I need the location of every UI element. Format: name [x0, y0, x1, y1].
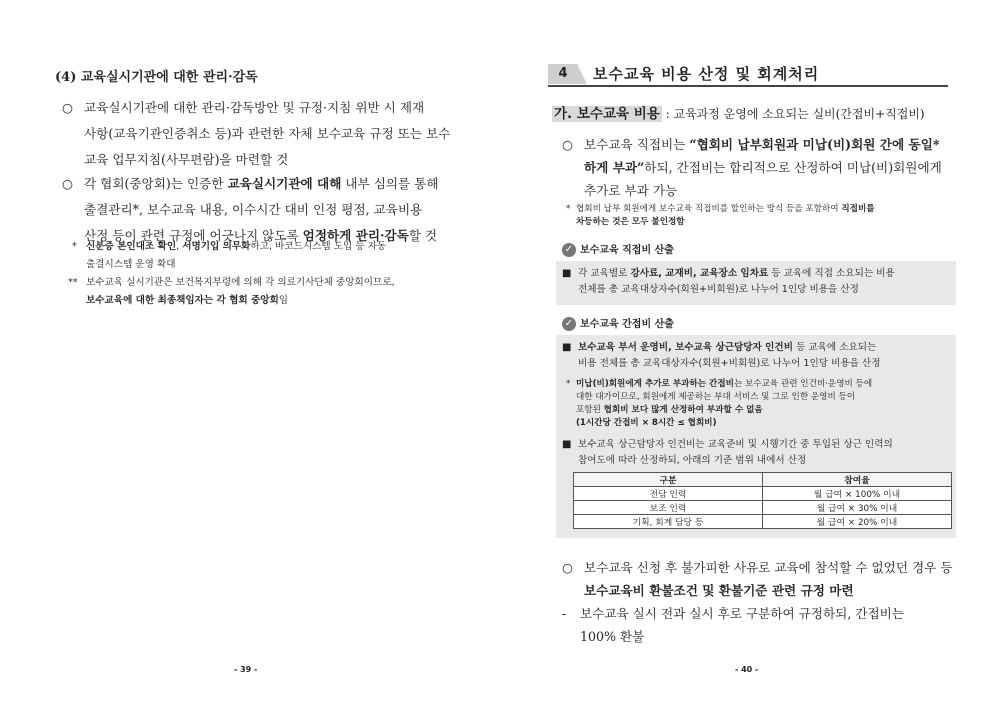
table-header-rate: 참여율: [763, 473, 952, 487]
left-footnote-1-line-1: 신분증 본인대조 확인, 서명기입 의무화하고, 바코드시스템 도입 등 자동: [86, 241, 387, 252]
table-cell: 전담 인력: [574, 487, 763, 501]
check-circle-icon: ✓: [562, 243, 576, 257]
square-bullet: ■: [562, 342, 572, 353]
indirect-cost-note-line-3: 포함된 협회비 보다 많게 산정하여 부과할 수 없음: [576, 405, 763, 415]
staff-participation-table: [573, 472, 952, 529]
table-header-row: [574, 473, 952, 487]
right-item-3-line-1: 보수교육 실시 전과 실시 후로 구분하여 규정하되, 간접비는: [580, 606, 904, 621]
section-number: 4: [548, 64, 578, 84]
left-item-1-line-2: 사항(교육기관인증취소 등)과 관련한 자체 보수교육 규정 또는 보수: [84, 126, 451, 141]
table-header-category: 구분: [574, 473, 763, 487]
right-footnote-1-line-1: 협회비 납부 회원에게 보수교육 직접비를 할인하는 방식 등을 포함하여 직접비를: [576, 204, 875, 214]
right-footnote-1-line-2: 차등하는 것은 모두 불인정함: [576, 217, 685, 227]
right-item-1-line-1: 보수교육 직접비는 “협회비 납부회원과 미납(비)회원 간에 동일*: [584, 137, 940, 152]
direct-cost-box-title: ✓ 보수교육 직접비 산출: [562, 241, 674, 257]
direct-cost-item: [562, 266, 954, 298]
table-cell: 보조 인력: [574, 501, 763, 515]
circle-bullet: ○: [562, 560, 573, 575]
section-title-bar: [548, 62, 948, 86]
circle-bullet: ○: [562, 137, 573, 152]
left-item-2-line-1: 각 협회(중앙회)는 인증한 교육실시기관에 대해 내부 심의를 통해: [84, 176, 439, 191]
circle-bullet: ○: [62, 176, 73, 191]
asterisk-marker: *: [566, 204, 571, 214]
indirect-cost-item-2: [562, 437, 954, 469]
section-arrow-icon: [577, 64, 587, 84]
right-item-2: [562, 556, 957, 602]
indirect-cost-note: [566, 378, 952, 430]
left-item-2-line-3: 산정 등이 관련 규정에 어긋나지 않도록 엄정하게 관리·감독할 것: [84, 228, 438, 243]
left-footnote-2-line-1: 보수교육 실시기관은 보건복지부령에 의해 각 의료기사단체 중앙회이므로,: [86, 277, 395, 288]
asterisk-marker: *: [72, 241, 77, 252]
indirect-cost-item-1: [562, 340, 954, 372]
left-footnote-1-line-2: 출결시스템 운영 확대: [86, 259, 176, 270]
direct-cost-line-1: 각 교육별로 강사료, 교재비, 교육장소 임차료 등 교육에 직접 소요되는 비용: [578, 268, 895, 279]
right-page-number: - 40 -: [735, 665, 759, 674]
circle-bullet: ○: [62, 100, 73, 115]
right-item-1: [562, 133, 957, 202]
check-circle-icon: ✓: [562, 317, 576, 331]
table-row: [574, 487, 952, 501]
table-cell: 월 급여 × 30% 이내: [763, 501, 952, 515]
left-footnote-2: [68, 274, 482, 310]
right-item-1-line-3: 추가로 부과 가능: [584, 183, 678, 198]
indirect-cost-note-line-1: 미납(비)회원에게 추가로 부과하는 간접비는 보수교육 관련 인건비·운영비 등에: [576, 379, 873, 389]
table-cell: 월 급여 × 100% 이내: [763, 487, 952, 501]
left-item-1-line-3: 교육 업무지침(사무편람)을 마련할 것: [84, 152, 289, 167]
indirect-cost-item-1-line-1: 보수교육 부서 운영비, 보수교육 상근담당자 인건비 등 교육에 소요되는: [578, 342, 877, 353]
table-cell: 월 급여 × 20% 이내: [763, 515, 952, 529]
section-title: 보수교육 비용 산정 및 회계처리: [593, 65, 820, 83]
square-bullet: ■: [562, 268, 572, 279]
left-item-2-line-2: 출결관리*, 보수교육 내용, 이수시간 대비 인정 평점, 교육비용: [84, 202, 423, 217]
table-cell: 기획, 회계 담당 등: [574, 515, 763, 529]
right-item-3-line-2: 100% 환불: [580, 629, 645, 644]
left-footnote-1: [72, 238, 482, 274]
square-bullet: ■: [562, 439, 572, 450]
section-underline: [548, 85, 948, 87]
indirect-cost-note-line-4: (1시간당 간접비 × 8시간 ≤ 협회비): [576, 418, 717, 428]
dash-bullet: -: [562, 606, 567, 621]
right-item-3: [562, 602, 957, 648]
double-asterisk-marker: **: [68, 277, 78, 288]
subsection-label: 가. 보수교육 비용: [554, 106, 660, 122]
right-footnote-1: [566, 203, 956, 229]
left-section-heading: (4) 교육실시기관에 대한 관리·감독: [55, 70, 258, 85]
left-page-number: - 39 -: [234, 665, 258, 674]
table-row: [574, 501, 952, 515]
indirect-cost-box-title: ✓ 보수교육 간접비 산출: [562, 315, 674, 331]
indirect-cost-item-2-line-1: 보수교육 상근담당자 인건비는 교육준비 및 시행기간 중 투입된 상근 인력의: [578, 439, 893, 450]
subsection-heading: [552, 102, 925, 122]
asterisk-marker: *: [566, 379, 571, 389]
right-item-1-line-2: 하게 부과”하되, 간접비는 합리적으로 산정하여 미납(비)회원에게: [584, 160, 942, 175]
indirect-cost-item-2-line-2: 참여도에 따라 산정하되, 아래의 기준 범위 내에서 산정: [578, 455, 807, 466]
right-item-2-line-1: 보수교육 신청 후 불가피한 사유로 교육에 참석할 수 없었던 경우 등: [584, 560, 953, 575]
table-row: [574, 515, 952, 529]
right-item-2-line-2: 보수교육비 환불조건 및 환불기준 관련 규정 마련: [584, 583, 854, 598]
direct-cost-line-2: 전체를 총 교육대상자수(회원+비회원)로 나누어 1인당 비용을 산정: [578, 284, 859, 295]
subsection-description: : 교육과정 운영에 소요되는 실비(간접비+직접비): [661, 107, 925, 121]
indirect-cost-note-line-2: 대한 대가이므로, 회원에게 제공하는 부대 서비스 및 그로 인한 운영비 등이: [576, 392, 856, 402]
left-item-1-line-1: 교육실시기관에 대한 관리·감독방안 및 규정·지침 위반 시 제재: [84, 100, 425, 115]
left-footnote-2-line-2: 보수교육에 대한 최종책임자는 각 협회 중앙회임: [86, 295, 289, 306]
left-item-1: [62, 95, 482, 173]
indirect-cost-item-1-line-2: 비용 전체를 총 교육대상자수(회원+비회원)로 나누어 1인당 비용을 산정: [578, 358, 881, 369]
